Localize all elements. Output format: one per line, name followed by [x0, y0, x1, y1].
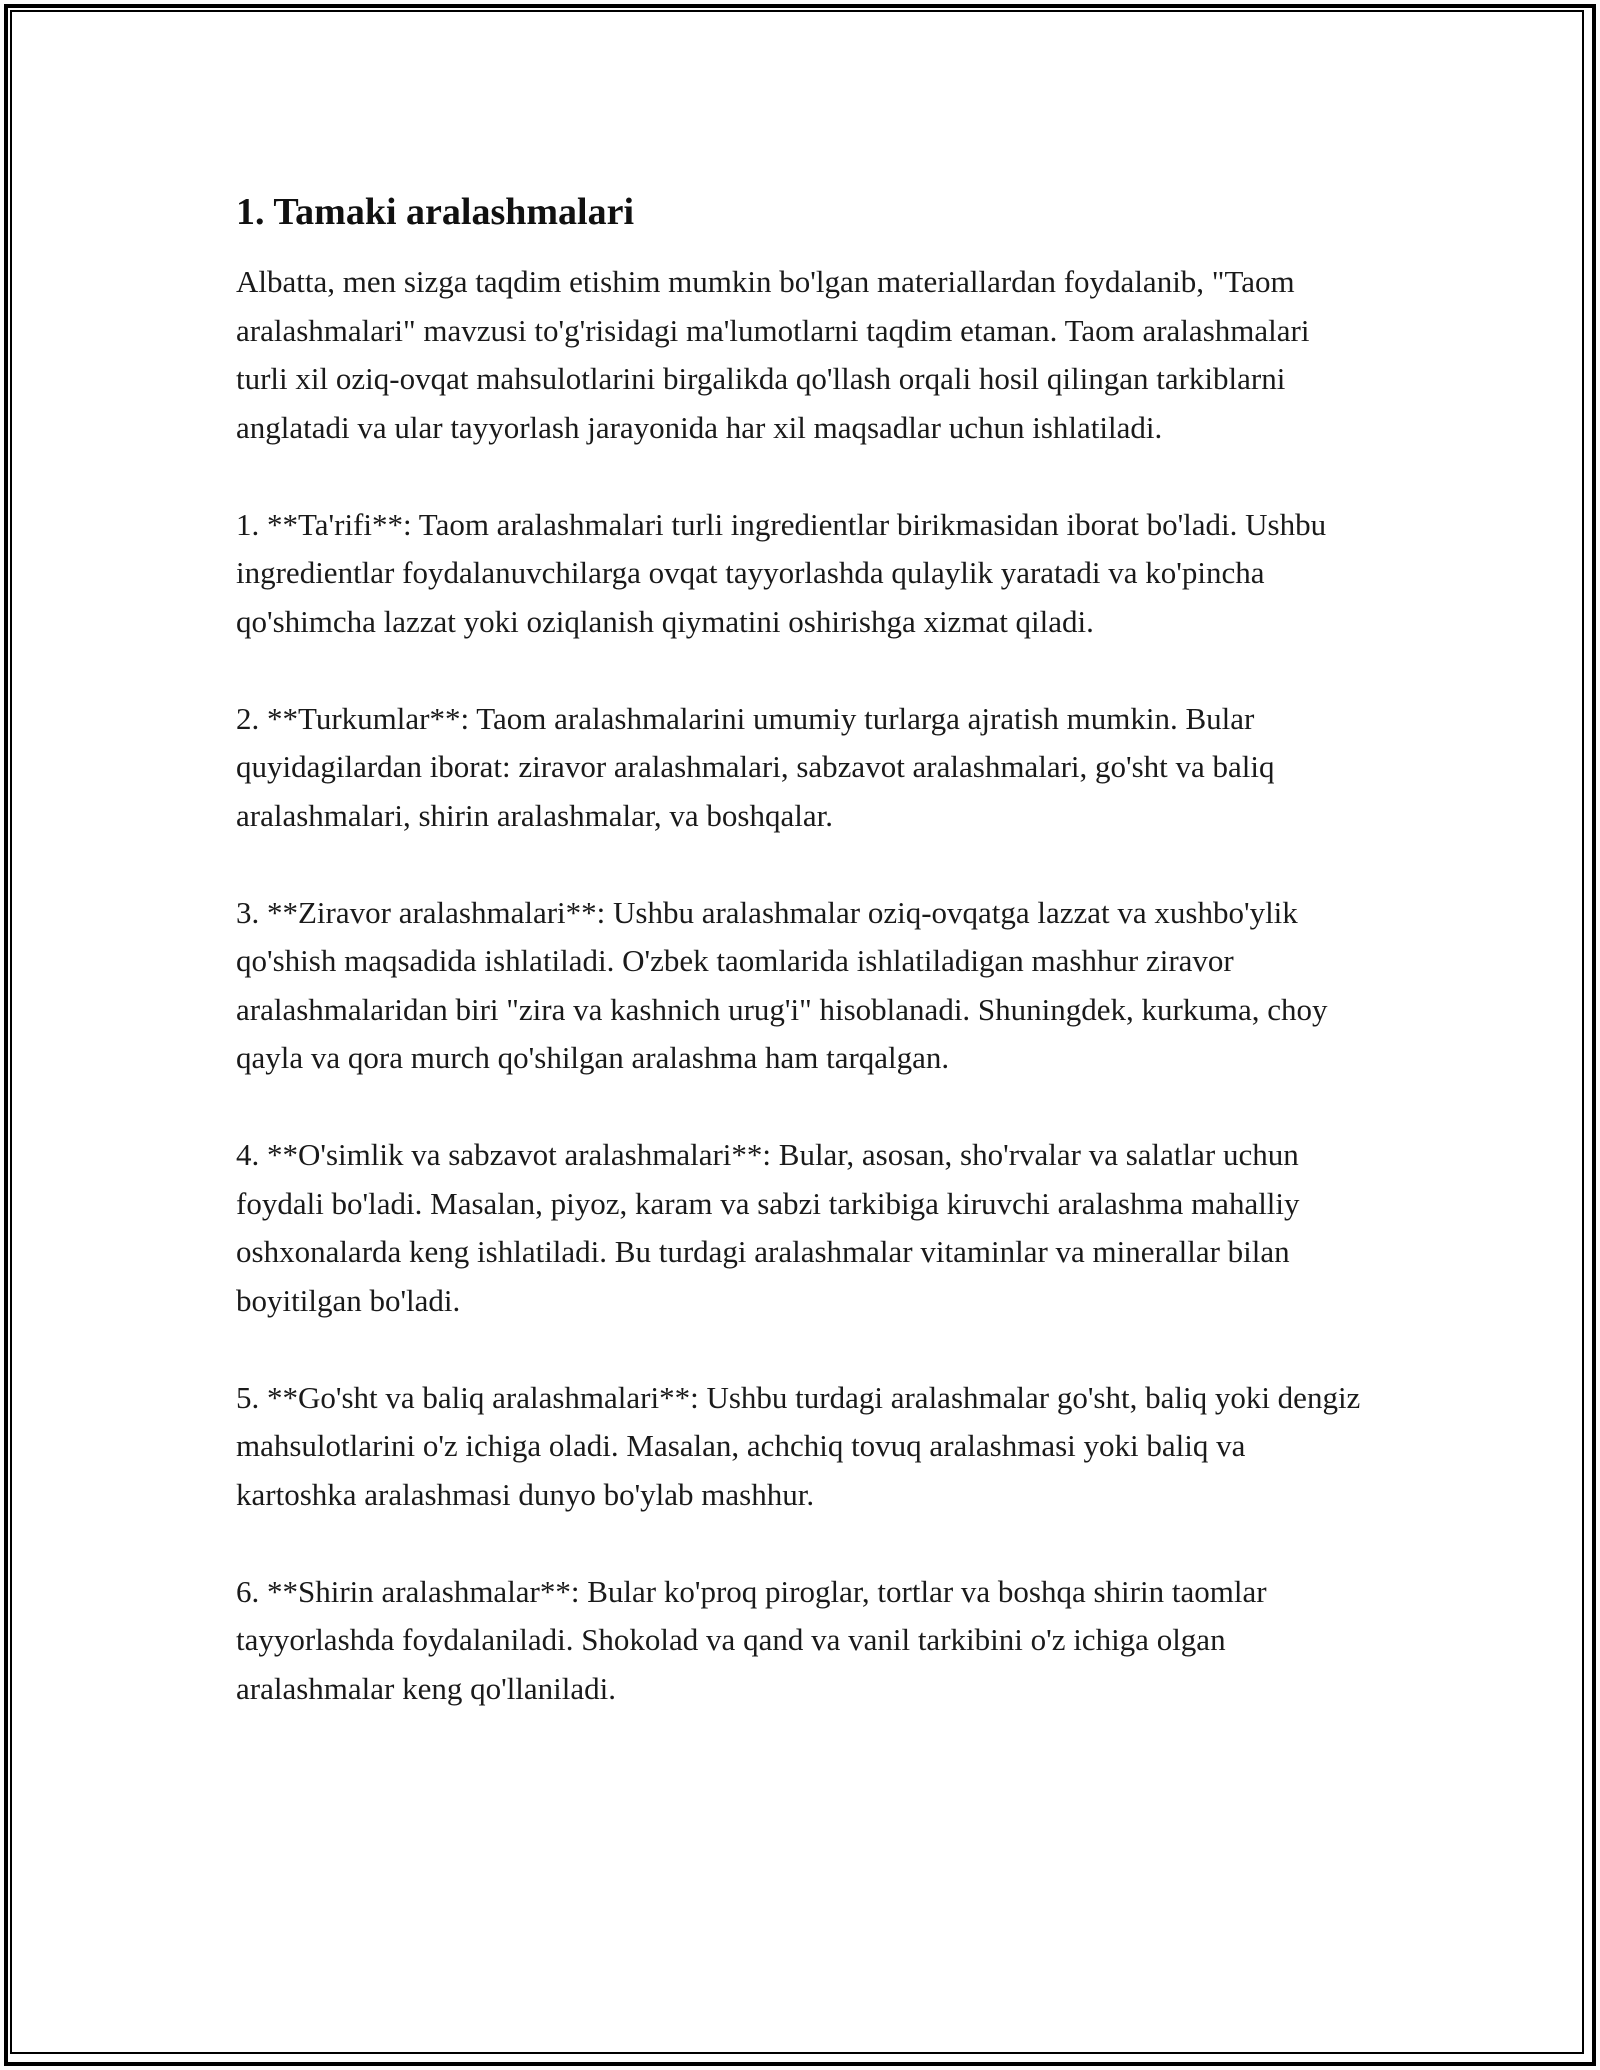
list-item-meat-fish-mixes: 5. **Go'sht va baliq aralashmalari**: Ushbu turdagi aralashmalar go'sht, baliq yoki dengiz mahsulotlarini o'z ichiga oladi. Masalan, achchiq tovuq aralashmasi yoki baliq va kartoshka aralashmasi dunyo bo'ylab mashhur. — [236, 1379, 1361, 1512]
document-body — [236, 188, 1366, 1713]
list-item-spice-mixes: 3. **Ziravor aralashmalari**: Ushbu aralashmalar oziq-ovqatga lazzat va xushbo'ylik qo'shish maqsadida ishlatiladi. O'zbek taomlarida ishlatiladigan mashhur ziravor aralashmalaridan biri "zira va kashnich urug'i" hisoblanadi. Shuningdek, kurkuma, choy qayla va qora murch qo'shilgan aralashma ham tarqalgan. — [236, 894, 1328, 1075]
intro-paragraph: Albatta, men sizga taqdim etishim mumkin bo'lgan materiallardan foydalanib, "Taom aralashmalari" mavzusi to'g'risidagi ma'lumotlarni taqdim etaman. Taom aralashmalari turli xil oziq-ovqat mahsulotlarini birgalikda qo'llash orqali hosil qilingan tarkiblarni anglatadi va ular tayyorlash jarayonida har xil maqsadlar uchun ishlatiladi. — [236, 264, 1310, 445]
list-item-vegetable-mixes: 4. **O'simlik va sabzavot aralashmalari**: Bular, asosan, sho'rvalar va salatlar uchun foydali bo'ladi. Masalan, piyoz, karam va sabzi tarkibiga kiruvchi aralashma mahalliy oshxonalarda keng ishlatiladi. Bu turdagi aralashmalar vitaminlar va minerallar bilan boyitilgan bo'ladi. — [236, 1137, 1300, 1318]
list-item-categories: 2. **Turkumlar**: Taom aralashmalarini umumiy turlarga ajratish mumkin. Bular quyidagilardan iborat: ziravor aralashmalari, sabzavot aralashmalari, go'sht va baliq aralashmalari, shirin aralashmalar, va boshqalar. — [236, 700, 1275, 833]
list-item-sweet-mixes: 6. **Shirin aralashmalar**: Bular ko'proq piroglar, tortlar va boshqa shirin taomlar tayyorlashda foydalaniladi. Shokolad va qand va vanil tarkibini o'z ichiga olgan aralashmalar keng qo'llaniladi. — [236, 1573, 1267, 1706]
document-title: 1. Tamaki aralashmalari — [236, 191, 634, 233]
list-item-definition: 1. **Ta'rifi**: Taom aralashmalari turli ingredientlar birikmasidan iborat bo'ladi. Ushbu ingredientlar foydalanuvchilarga ovqat tayyorlashda qulaylik yaratadi va ko'pincha qo'shimcha lazzat yoki oziqlanish qiymatini oshirishga xizmat qiladi. — [236, 506, 1327, 639]
